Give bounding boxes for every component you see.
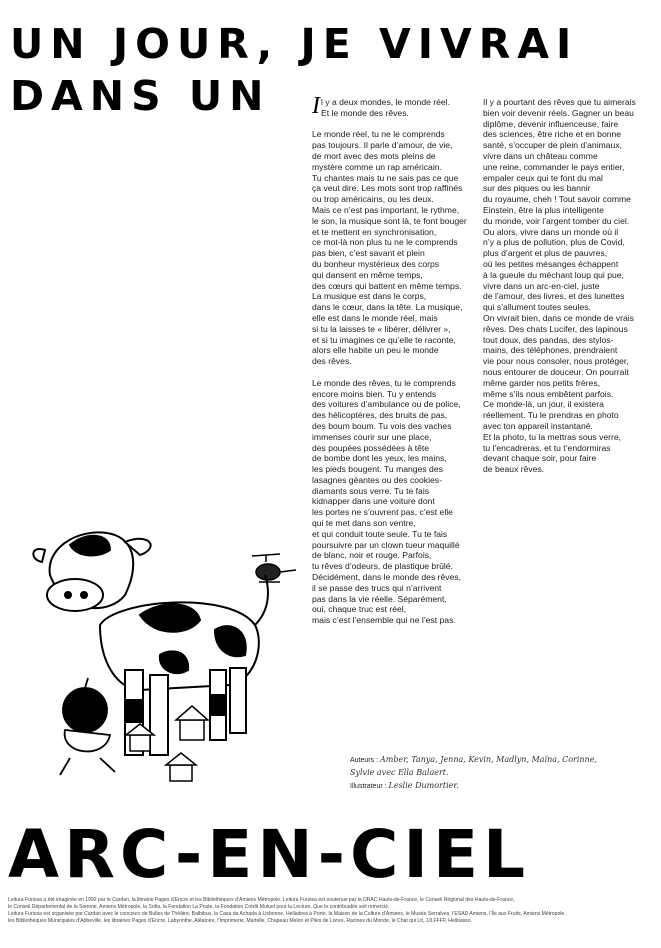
paragraph-real-world: Le monde réel, tu ne le comprends pas toujours. Il parle d’amour, de vie, de mort avec des mots pleins de mystère comme un rap américain. Tu chantes mais tu ne sais pas ce que ça veut dire. Les mots sont trop raffinés ou trop américains, ou les deux. Mais ce n’est pas important, le rythme, le son, la musique sont là, te font bouger et te mettent en synchronisation, ce mot-là non plus tu ne le comprends pas bien, c’est savant et plein du bonheur mystérieux des corps qui dansent en même temps, des cœurs qui battent en même temps. La musique est dans le corps, dans le cœur, dans la tête. La musique, elle est dans le monde réel, mais si tu la laisses te « libérer, délivrer », et si tu imagines ce qu’elle te raconte, alors elle habite un peu le monde des rêves. xyxy=(312,129,467,367)
drop-cap: I xyxy=(312,93,320,119)
authors-names: Amber, Tanya, Jenna, Kevin, Madlyn, Maïna, Corinne, xyxy=(379,755,597,764)
illustrator-name: Leslie Dumortier. xyxy=(388,781,459,790)
text-column-2 xyxy=(483,97,653,486)
paragraph-wished-dreams: Il y a pourtant des rêves que tu aimerais bien voir devenir réels. Gagner un beau diplôme, devenir influenceuse, faire des sciences, être riche et en bonne santé, s’occuper de plein d’animaux, vivre dans un château comme une reine, commander le pays entier, empaler ceux qui te font du mal sur des piques ou les bannir du royaume, cheh ! Tout savoir comme Einstein, être la plus intelligente du monde, voir l’argent tomber du ciel. Ou alors, vivre dans un monde où il n’y a plus de pollution, plus de Covid, plus d’argent et plus de pauvres, où les petites mésanges échappent à la gueule du méchant loup qui pue, vivre dans un arc-en-ciel, juste de l’amour, des livres, et des lunettes qui s’allument toutes seules. On vivrait bien, dans ce monde de vrais rêves. Des chats Lucifer, des lapinous tout doux, des pandas, des stylos- mains, des téléphones, prendraient vie pour nous consoler, nous protéger, nous entourer de douceur. On pourrait même garder nos petits frères, même s’ils nous embêtent parfois. Ce monde-là, un jour, il existera réellement. Tu le prendras en photo avec ton appareil instantané. Et la photo, tu la mettras sous verre, tu l’encadreras, et tu t’endormiras devant chaque soir, pour faire de beaux rêves. xyxy=(483,97,636,475)
intro-text: l y a deux mondes, le monde réel. Et le monde des rêves. xyxy=(321,97,450,118)
illustrator-label: Illustrateur : xyxy=(350,783,387,790)
page-title-top: UN JOUR, JE VIVRAI DANS UN xyxy=(10,20,579,120)
page-title-bottom: ARC-EN-CIEL xyxy=(8,816,531,893)
footer-line: Leitura Furiosa est organisée par Cardan avec le concours de Bulles de Théâtre, Balbibus, la Casa da Achada à Lisbonne, Helladrea à Porto, la Maison de la Culture d’Amiens, le Musée Serralves, l’ESAD Amiens, l’Île aux Fruits, Amiens Métropole, xyxy=(8,911,566,917)
authors-line-2 xyxy=(350,767,650,780)
intro-paragraph xyxy=(312,93,480,119)
authors-line xyxy=(350,754,650,767)
credits xyxy=(350,754,650,793)
footer-notes xyxy=(8,897,653,925)
paragraph-dream-world: Le monde des rêves, tu le comprends encore moins bien. Tu y entends des voitures d’ambulance ou de police, des hélicoptères, des bruits de pas, des boum boum. Tu vois des vaches immenses courir sur une place, des poupées possédées à tête de bombe dont les yeux, les mains, les pieds bougent. Tu manges des lasagnes géantes ou des cookies- diamants sous verre. Tu te fais kidnapper dans une voiture dont les portes ne s’ouvrent pas, c’est elle qui te met dans son ventre, et qui conduit toute seule. Tu te fais poursuivre par un clown tueur maquillé de blanc, noir et rouge. Parfois, tu rêves d’odeurs, de plastique brûlé. Décidément, dans le monde des rêves, il se passe des trucs qui n’arrivent pas dans la vie réelle. Séparément, oui, chaque truc est réel, mais c’est l’ensemble qui ne l’est pas. xyxy=(312,377,462,626)
illustrator-line xyxy=(350,780,650,793)
child-icon xyxy=(60,678,115,775)
footer-line: le Conseil Départemental de la Somme, Amiens Métropole, la Sofia, la Fondation La Poste, la Fondation Crédit Mutuel pour la Lecture. Que le contribuable soit remercié. xyxy=(8,904,390,910)
helicopter-icon xyxy=(252,554,296,582)
authors-label: Auteurs : xyxy=(350,757,379,764)
authors-names-2: Sylvie avec Ella Balaert. xyxy=(350,768,449,777)
text-column-1 xyxy=(312,93,480,637)
footer-line: les Bibliothèques Municipales d’Abbeville, les librairies Pages d’Encre, Labyrinthe, Aléatoire, l’Imprimerie, Martelle, Chapeau Melon et Piles de Livres, Racines du Monde, le Chat qui Lit, JJLFFFF, Helloasso. xyxy=(8,918,473,924)
footer-line: Leitura Furiosa a été imaginée en 1992 par le Cardan, la librairie Pages d’Encre et les Bibliothèques d’Amiens Métropole. Leitura Furiosa est soutenue par la DRAC Hauts-de-France, le Conseil Régional des Hauts-de-France, xyxy=(8,897,515,903)
cow-illustration xyxy=(30,520,310,790)
